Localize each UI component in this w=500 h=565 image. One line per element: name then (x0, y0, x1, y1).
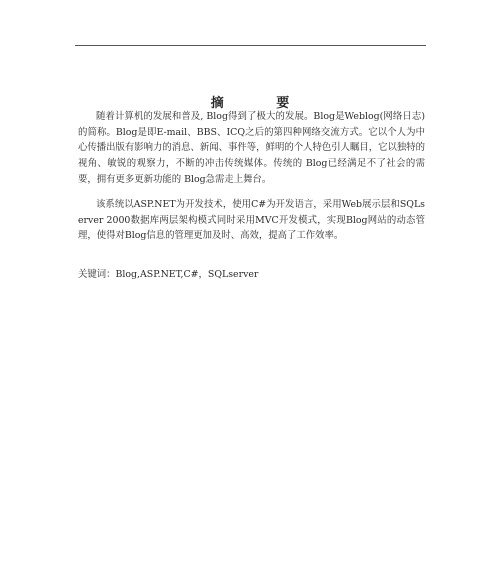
header-rule (75, 45, 426, 46)
keywords-line: 关键词：Blog,ASP.NET,C#，SQLserver (78, 269, 259, 280)
abstract-paragraph-1: 随着计算机的发展和普及, Blog得到了极大的发展。Blog是Weblog(网络日志)的简称。Blog是即E-mail、BBS、ICQ之后的第四种网络交流方式。它以个人为中心传播出版有影响力的消息、新闻、事件等，鲜明的个人特色引人瞩目，它以独特的视角、敏锐的观察力，不断的冲击传统媒体。传统的 Blog已经满足不了社会的需要，拥有更多更新功能的 Blog急需走上舞台。 (78, 111, 425, 185)
abstract-paragraph-2: 该系统以ASP.NET为开发技术，使用C#为开发语言，采用Web展示层和SQLserver 2000数据库两层架构模式同时采用MVC开发模式，实现Blog网站的动态管理，使得对Blog信息的管理更加及时、高效，提高了工作效率。 (78, 199, 425, 242)
abstract-title: 摘 要 (210, 96, 314, 111)
